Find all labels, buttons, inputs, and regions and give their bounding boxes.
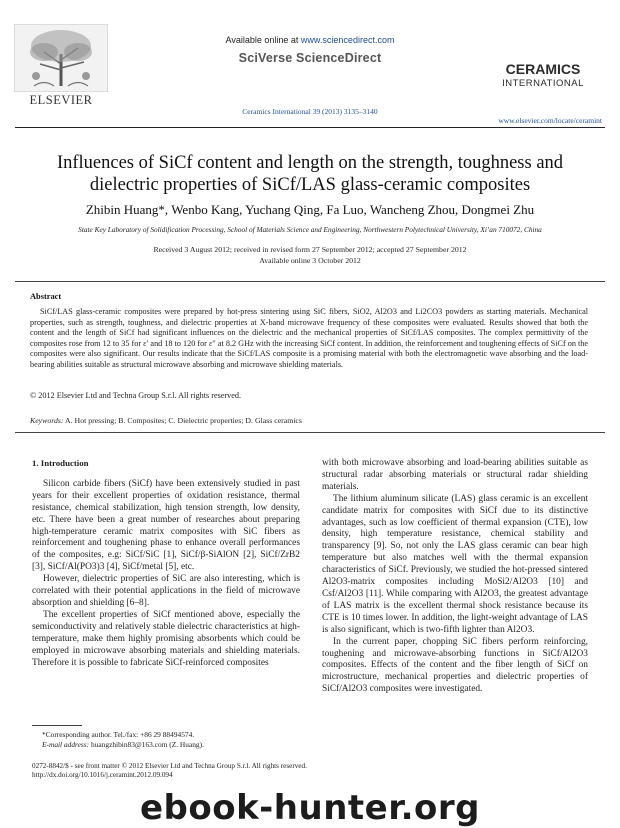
keywords-label: Keywords: <box>30 416 64 425</box>
received-dates: Received 3 August 2012; received in revised form 27 September 2012; accepted 27 September 2012 <box>153 245 467 254</box>
paragraph: However, dielectric properties of SiC are also interesting, which is correlated with their potential applications in the field of microwave absorption and shielding [6–8]. <box>32 574 300 608</box>
body-right-column <box>322 458 588 696</box>
paragraph: The lithium aluminum silicate (LAS) glass ceramic is an excellent candidate matrix for composites with SiCf due to its distinctive advantages, such as low coefficient of thermal expansion (CTE), low density, high temperature resistance, chemical stability and transparency [9]. So, not only the LAS glass ceramic can bear high temperature but also matches well with the thermal expansion characteristics of SiCf. Previously, we studied the hot-pressed sintered Al2O3-matrix composites including MoSi2/Al2O3 [10] and Csf/Al2O3 [11]. While comparing with Al2O3, the greatest advantage of LAS matrix is the excellent thermal shock resistance because its CTE is 10 times lower. In addition, the light-weight advantage of LAS is also significant, which is two-fifth lighter than Al2O3. <box>322 493 588 635</box>
footnote-divider <box>32 725 82 726</box>
paragraph: In the current paper, chopping SiC fibers perform reinforcing, toughening and microwave-absorbing functions in SiCf/Al2O3 composites. Effects of the content and the fiber length of SiCf on microstructure, mechanical properties and dielectric properties of SiCf/Al2O3 composites were investigated. <box>322 636 588 695</box>
issn-line: 0272-8842/$ - see front matter © 2012 Elsevier Ltd and Techna Group S.r.l. All rights reserved. <box>32 762 307 770</box>
paragraph: Silicon carbide fibers (SiCf) have been extensively studied in past years for their excellent properties of oxidation resistance, thermal resistance, chemical stabilization, high tension strength, low density, etc. There have been a great number of researches about preparing high-temperature ceramic matrix composites with SiC fibers as reinforcement and toughening phase to enhance overall performances of the composites, e.g: SiCf/SiC [1], SiCf/β-SiAlON [2], SiCf/ZrB2 [3], SiCf/Al(PO3)3 [4], SiCf/metal [5], etc. <box>32 478 300 573</box>
paragraph: The excellent properties of SiCf mentioned above, especially the semiconductivity and relatively stable dielectric characteristics at high-temperature, make them highly promising absorbents which could be employed in microwave absorbing materials and shielding materials. Therefore it is possible to fabricate SiCf-reinforced composites <box>32 609 300 668</box>
email-label: E-mail address: <box>42 740 90 749</box>
body-left-column <box>32 458 300 669</box>
abstract-heading: Abstract <box>30 292 62 301</box>
email-note <box>32 740 300 750</box>
online-date: Available online 3 October 2012 <box>259 256 361 265</box>
journal-name: CERAMICS <box>505 61 581 77</box>
platform-name: SciVerse ScienceDirect <box>238 51 382 65</box>
title-line-2: dielectric properties of SiCf/LAS glass-ceramic composites <box>89 175 531 195</box>
watermark: ebook-hunter.org <box>139 788 481 828</box>
header-divider <box>15 127 605 128</box>
doi-link[interactable]: http://dx.doi.org/10.1016/j.ceramint.2012.09.094 <box>32 771 173 779</box>
abstract-copyright: © 2012 Elsevier Ltd and Techna Group S.r.l. All rights reserved. <box>30 391 242 400</box>
keywords-line <box>30 416 588 425</box>
affiliation: State Key Laboratory of Solidification Processing, School of Materials Science and Engineering, Northwestern Polytechnical University, Xi’an 710072, China <box>78 225 542 234</box>
keywords-list: A. Hot pressing; B. Composites; C. Dielectric properties; D. Glass ceramics <box>65 416 302 425</box>
paragraph: with both microwave absorbing and load-bearing abilities suitable as structural radar absorbing materials or structural radar shielding materials. <box>322 458 588 492</box>
article-title <box>20 152 600 196</box>
corresponding-author-note: *Corresponding author. Tel./fax: +86 29 88494574. <box>42 730 195 739</box>
sciencedirect-link[interactable]: www.sciencedirect.com <box>300 35 395 45</box>
abstract-top-divider <box>15 281 605 282</box>
author-list: Zhibin Huang*, Wenbo Kang, Yuchang Qing, Fa Luo, Wancheng Zhou, Dongmei Zhu <box>85 202 535 217</box>
available-online-line <box>0 35 620 45</box>
abstract-bottom-divider <box>15 432 605 433</box>
available-prefix: Available online at <box>225 35 301 45</box>
publisher-name: ELSEVIER <box>29 93 93 107</box>
abstract-body: SiCf/LAS glass-ceramic composites were prepared by hot-press sintering using SiC fibers, SiO2, Al2O3 and Li2CO3 powders as starting materials. Mechanical properties, such as strength, toughness, and dielectric properties at X-band microwave frequency of these composites were evaluated. Results showed that both the content and the length of SiCf had significant influences on the dielectric and the mechanical properties of SiCf/LAS composites. The complex permittivity of the composites rose from 12 to 35 for ε′ and 18 to 120 for ε″ at 8.2 GHz with the increasing SiCf content. In addition, the reinforcement and toughening effects of SiCf on the composites were also significant. Our results indicate that the SiCf/LAS composite is a promising material with both the electromagnetic wave absorbing and the load-bearing abilities suitable as structural microwave absorbing and microwave shielding materials. <box>30 307 588 369</box>
journal-name-sub: INTERNATIONAL <box>502 78 584 89</box>
section-heading: 1. Introduction <box>32 458 89 468</box>
journal-reference[interactable]: Ceramics International 39 (2013) 3135–3140 <box>242 107 378 116</box>
title-line-1: Influences of SiCf content and length on the strength, toughness and <box>56 153 564 173</box>
journal-url-link[interactable]: www.elsevier.com/locate/ceramint <box>498 116 602 125</box>
email-address[interactable]: huangzhibin83@163.com (Z. Huang). <box>89 740 204 749</box>
